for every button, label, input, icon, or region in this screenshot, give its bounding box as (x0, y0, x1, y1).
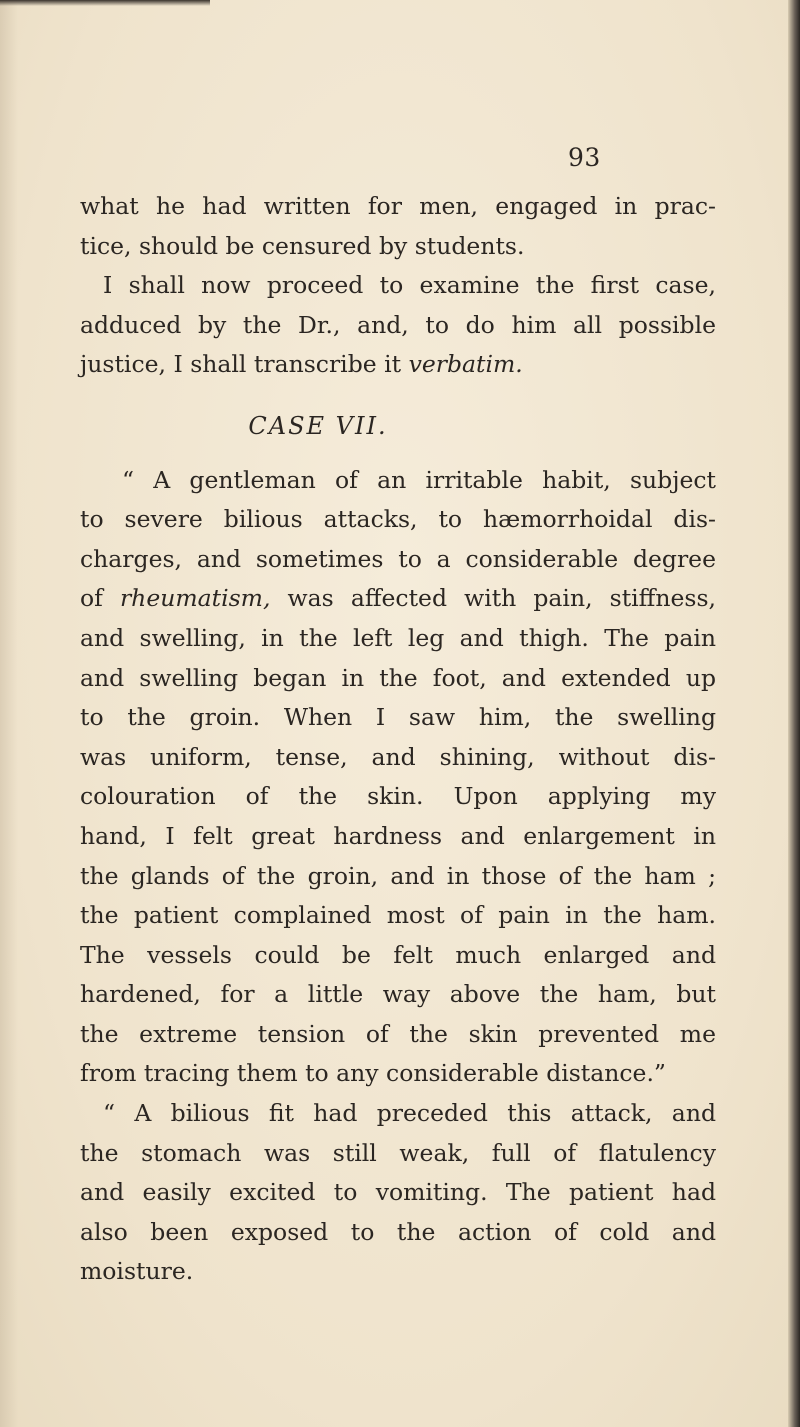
text-line: the patient complained most of pain in the ham. (80, 901, 716, 930)
body-text (40, 187, 716, 1292)
text-line: charges, and sometimes to a considerable degree (80, 544, 716, 573)
text-line: the glands of the groin, and in those of the ham ; (80, 861, 716, 890)
text-line: was uniform, tense, and shining, without dis- (80, 742, 716, 771)
text-line: the stomach was still weak, full of flatulency (80, 1138, 716, 1167)
italic-word: rheumatism, (119, 584, 271, 613)
text-segment: of (80, 584, 120, 613)
text-line: to the groin. When I saw him, the swelling (80, 703, 716, 732)
text-line: and easily excited to vomiting. The patient had (80, 1178, 716, 1207)
page-number: 93 (568, 143, 601, 172)
page-edge (788, 0, 800, 1427)
text-line: hardened, for a little way above the ham, but (80, 980, 716, 1009)
text-line: and swelling, in the left leg and thigh. The pain (80, 623, 716, 652)
text-line: and swelling began in the foot, and extended up (80, 663, 716, 692)
text-segment: justice, I shall transcribe it (80, 350, 409, 379)
text-line: tice, should be censured by students. (80, 231, 525, 260)
text-line: to severe bilious attacks, to hæmorrhoidal dis- (80, 505, 716, 534)
case-heading: CASE VII. (248, 411, 388, 440)
top-edge-shadow (0, 0, 210, 6)
text-line: the extreme tension of the skin prevented me (80, 1019, 716, 1048)
text-line: from tracing them to any considerable distance.” (80, 1059, 666, 1088)
text-line (40, 579, 716, 619)
text-line: also been exposed to the action of cold and (80, 1217, 716, 1246)
text-line: colouration of the skin. Upon applying my (80, 782, 716, 811)
text-line: I shall now proceed to examine the first case, (103, 271, 716, 300)
text-line: moisture. (80, 1257, 194, 1286)
text-line: The vessels could be felt much enlarged and (80, 940, 716, 969)
text-line (40, 345, 716, 385)
text-line: “ A bilious fit had preceded this attack, and (103, 1099, 716, 1128)
text-line: what he had written for men, engaged in prac- (80, 192, 716, 220)
text-line: hand, I felt great hardness and enlargement in (80, 821, 716, 850)
gutter-shadow (0, 0, 18, 1427)
text-segment: was affected with pain, stiffness, (270, 584, 716, 613)
text-line: adduced by the Dr., and, to do him all possible (80, 310, 716, 339)
italic-word: verbatim. (408, 350, 523, 379)
text-line: “ A gentleman of an irritable habit, subject (122, 465, 716, 494)
